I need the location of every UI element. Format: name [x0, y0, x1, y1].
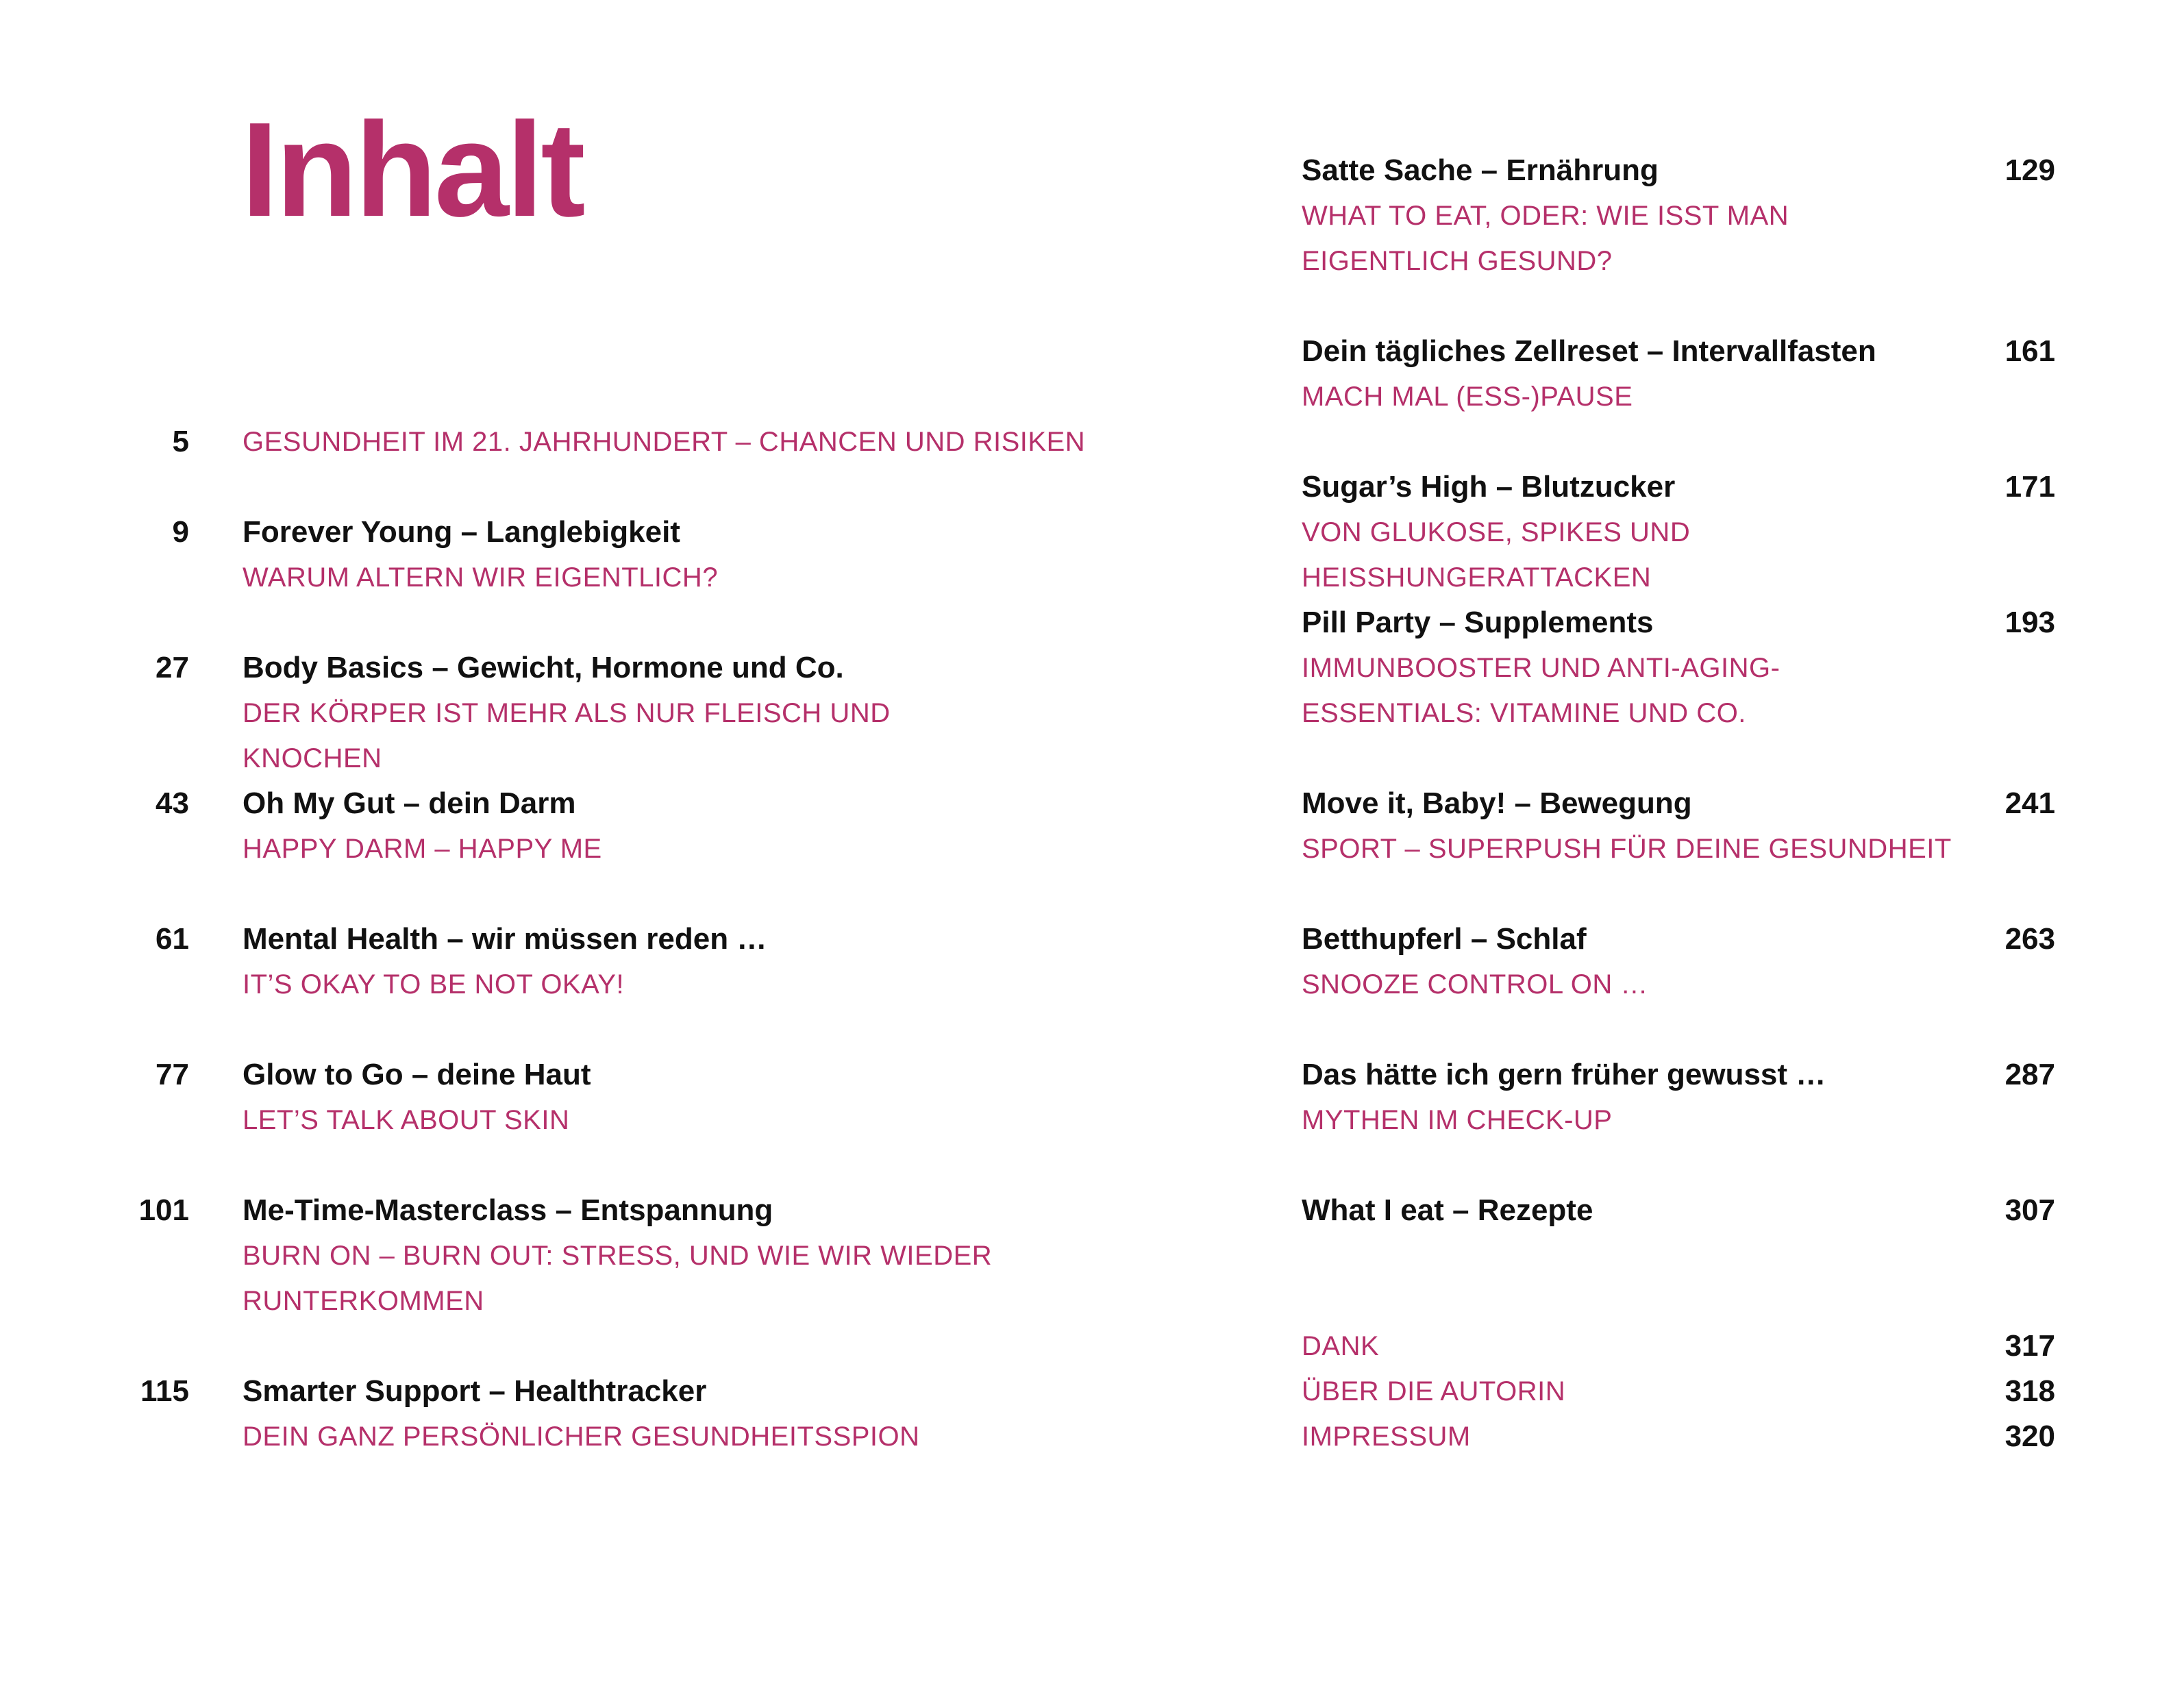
chapter-subtitle: SNOOZE CONTROL ON …	[1302, 969, 1648, 1000]
page-number: 43	[156, 786, 189, 820]
page-number: 263	[2005, 922, 2055, 956]
page-number: 307	[2005, 1193, 2055, 1227]
page-number: 77	[156, 1058, 189, 1091]
chapter-heading: Sugar’s High – Blutzucker	[1302, 470, 1676, 504]
chapter-subtitle: MACH MAL (ESS-)PAUSE	[1302, 382, 1633, 412]
appendix-label: ÜBER DIE AUTORIN	[1302, 1376, 1566, 1406]
page-number: 9	[172, 515, 189, 549]
chapter-heading: Dein tägliches Zellreset – Intervallfasten	[1302, 334, 1876, 368]
page-number: 115	[140, 1374, 189, 1408]
appendix-label: IMPRESSUM	[1302, 1422, 1471, 1452]
chapter-subtitle: VON GLUKOSE, SPIKES UND HEISSHUNGERATTACKEN	[1302, 517, 1691, 593]
chapter-heading: Smarter Support – Healthtracker	[243, 1374, 707, 1408]
page-number: 241	[2005, 786, 2055, 820]
page-number: 5	[172, 425, 189, 458]
page-number: 318	[2005, 1374, 2055, 1408]
chapter-heading: Pill Party – Supplements	[1302, 606, 1654, 639]
chapter-subtitle: IT’S OKAY TO BE NOT OKAY!	[243, 969, 625, 1000]
chapter-subtitle: WARUM ALTERN WIR EIGENTLICH?	[243, 562, 719, 593]
chapter-heading: Glow to Go – deine Haut	[243, 1058, 591, 1091]
page-title: Inhalt	[241, 95, 583, 245]
chapter-heading: Me-Time-Masterclass – Entspannung	[243, 1193, 773, 1227]
page-number: 161	[2005, 334, 2055, 368]
chapter-subtitle: DER KÖRPER IST MEHR ALS NUR FLEISCH UND KNOCHEN	[243, 698, 891, 773]
chapter-heading: What I eat – Rezepte	[1302, 1193, 1593, 1227]
page-number: 129	[2005, 153, 2055, 187]
appendix-label: DANK	[1302, 1331, 1380, 1361]
chapter-subtitle: WHAT TO EAT, ODER: WIE ISST MAN EIGENTLICH GESUND?	[1302, 201, 1789, 276]
chapter-subtitle: SPORT – SUPERPUSH FÜR DEINE GESUNDHEIT	[1302, 834, 1952, 864]
page-number: 320	[2005, 1419, 2055, 1453]
chapter-heading: Satte Sache – Ernährung	[1302, 153, 1659, 187]
chapter-heading: Mental Health – wir müssen reden …	[243, 922, 767, 956]
page-number: 287	[2005, 1058, 2055, 1091]
chapter-heading: Forever Young – Langlebigkeit	[243, 515, 680, 549]
chapter-heading: Oh My Gut – dein Darm	[243, 786, 576, 820]
page-number: 317	[2005, 1329, 2055, 1363]
chapter-subtitle: BURN ON – BURN OUT: STRESS, UND WIE WIR WIEDER RUNTERKOMMEN	[243, 1241, 993, 1316]
chapter-heading: Das hätte ich gern früher gewusst …	[1302, 1058, 1826, 1091]
chapter-subtitle: HAPPY DARM – HAPPY ME	[243, 834, 602, 864]
chapter-subtitle: GESUNDHEIT IM 21. JAHRHUNDERT – CHANCEN UND RISIKEN	[243, 427, 1086, 457]
page-number: 27	[156, 651, 189, 684]
chapter-subtitle: LET’S TALK ABOUT SKIN	[243, 1105, 570, 1135]
chapter-heading: Body Basics – Gewicht, Hormone und Co.	[243, 651, 844, 684]
chapter-heading: Betthupferl – Schlaf	[1302, 922, 1587, 956]
page-number: 101	[138, 1193, 189, 1227]
chapter-subtitle: MYTHEN IM CHECK-UP	[1302, 1105, 1613, 1135]
page-number: 171	[2005, 470, 2055, 504]
chapter-subtitle: IMMUNBOOSTER UND ANTI-AGING-ESSENTIALS: VITAMINE UND CO.	[1302, 653, 1780, 728]
page-number: 61	[156, 922, 189, 956]
chapter-subtitle: DEIN GANZ PERSÖNLICHER GESUNDHEITSSPION	[243, 1422, 920, 1452]
chapter-heading: Move it, Baby! – Bewegung	[1302, 786, 1692, 820]
page-number: 193	[2005, 606, 2055, 639]
